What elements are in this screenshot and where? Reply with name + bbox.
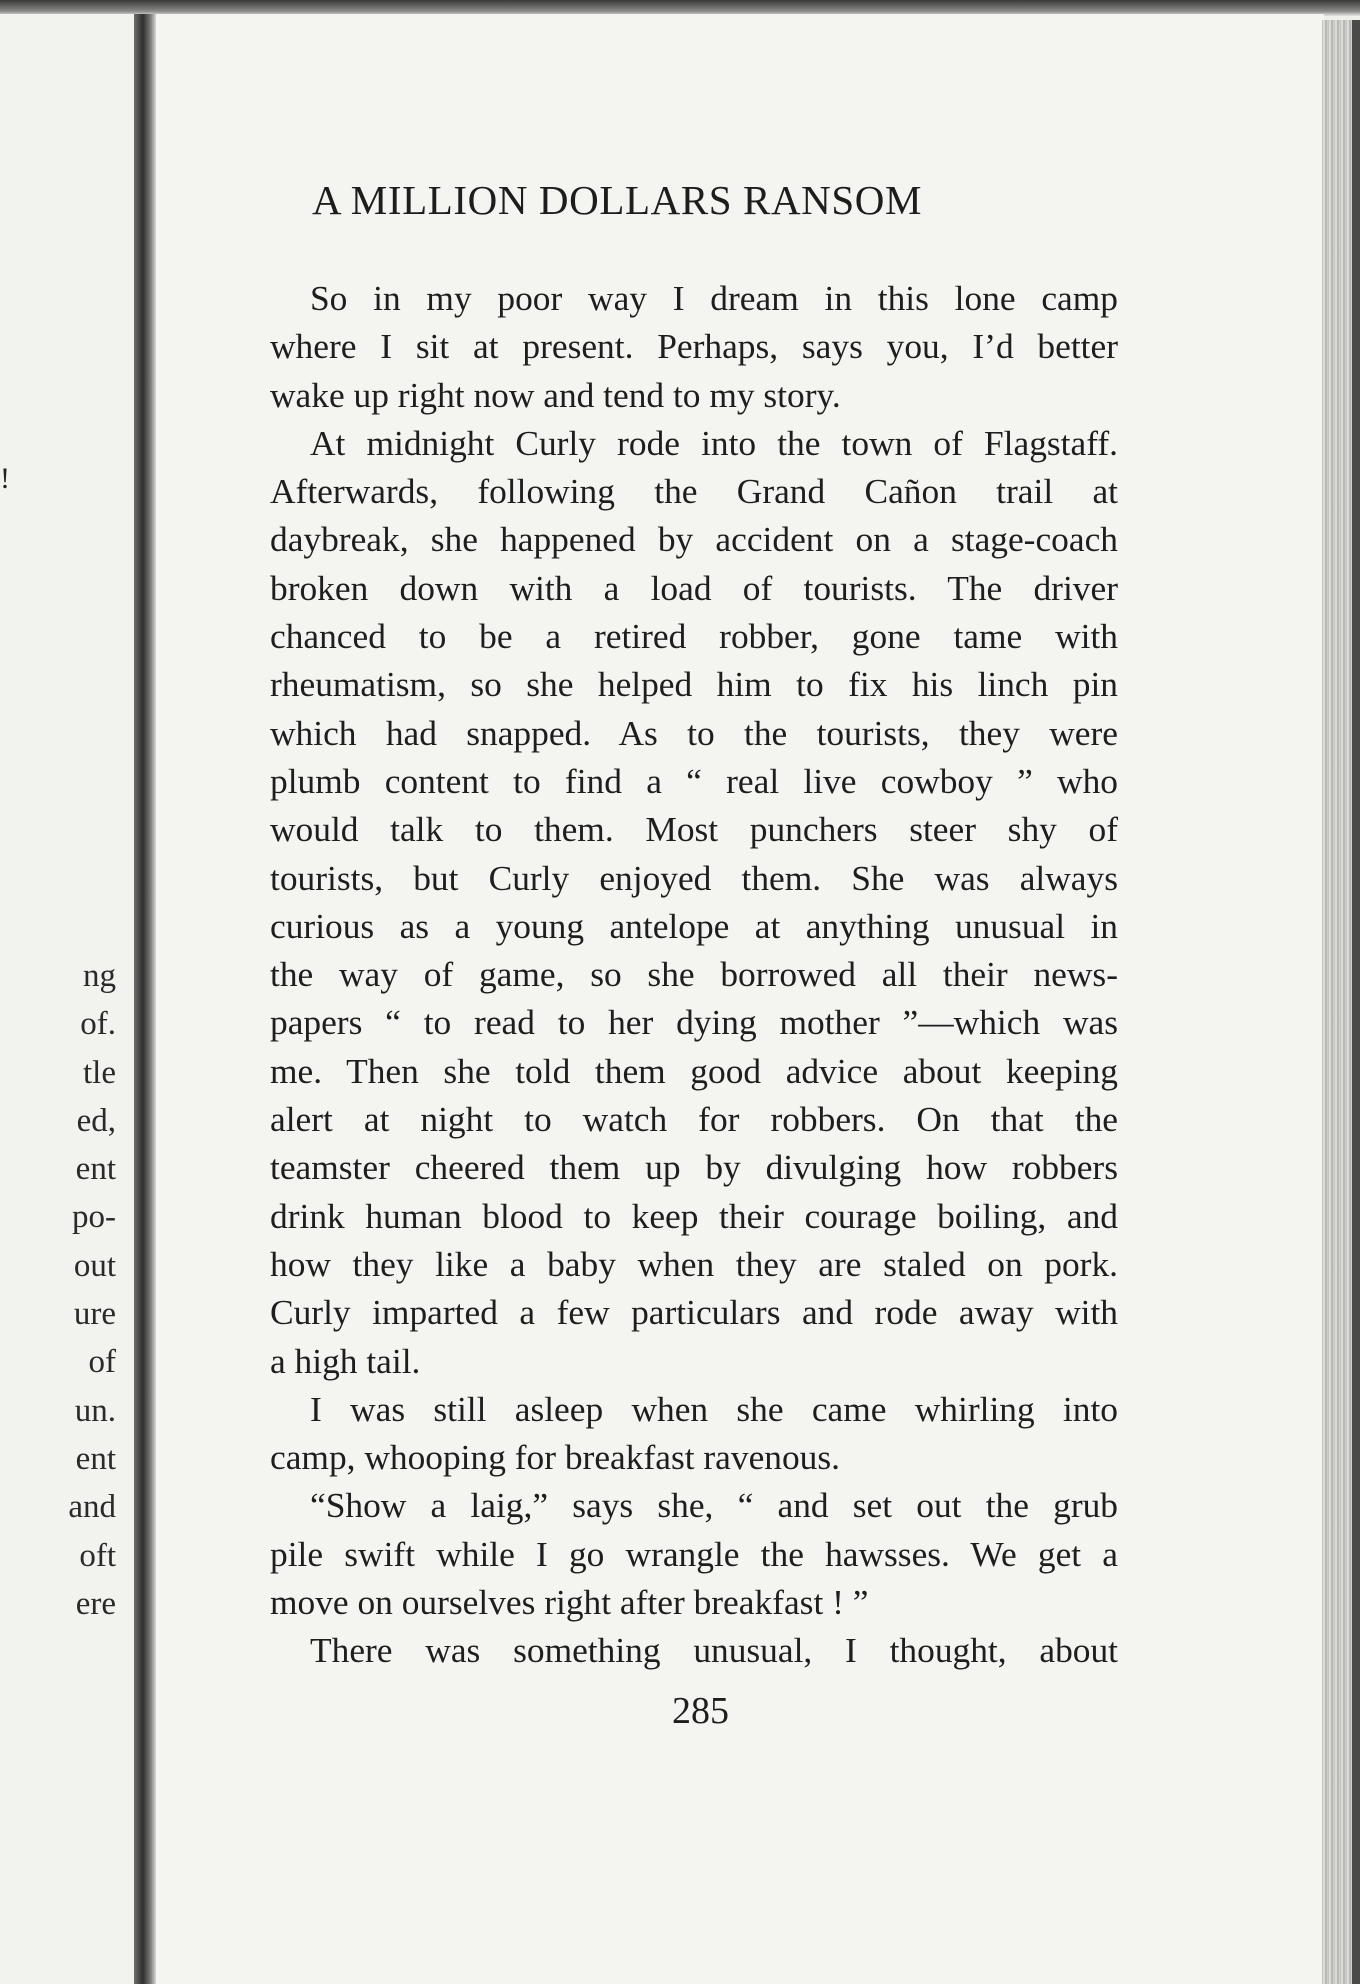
text-line: where I sit at present. Perhaps, says you, I’d better <box>270 326 1118 367</box>
left-fragment: un. <box>74 1392 116 1429</box>
text-line: plumb content to find a “ real live cowboy ” who <box>270 760 1118 801</box>
text-line: Afterwards, following the Grand Cañon trail at <box>270 471 1118 512</box>
left-page-fragments <box>0 952 116 1628</box>
left-fragment: ent <box>75 1151 116 1188</box>
text-line: “Show a laig,” says she, “ and set out the grub <box>310 1485 1118 1526</box>
page-number: 285 <box>672 1690 729 1732</box>
text-line: drink human blood to keep their courage boiling, and <box>270 1195 1118 1236</box>
text-line: broken down with a load of tourists. The driver <box>270 567 1118 608</box>
text-line: a high tail. <box>270 1340 421 1381</box>
text-line: Curly imparted a few particulars and rode away with <box>270 1292 1118 1333</box>
text-line: So in my poor way I dream in this lone camp <box>310 278 1118 318</box>
left-fragment: ure <box>73 1296 116 1333</box>
text-line: the way of game, so she borrowed all their news- <box>270 954 1118 995</box>
text-line: alert at night to watch for robbers. On that the <box>270 1099 1118 1140</box>
text-line: how they like a baby when they are staled on pork. <box>270 1243 1118 1284</box>
text-line: wake up right now and tend to my story. <box>270 374 841 415</box>
left-fragment: of. <box>80 1006 116 1043</box>
text-line: There was something unusual, I thought, about <box>310 1630 1118 1671</box>
left-fragment: ed, <box>76 1102 116 1139</box>
text-line: curious as a young antelope at anything unusual in <box>270 905 1118 946</box>
left-fragment: out <box>73 1247 116 1284</box>
text-line: tourists, but Curly enjoyed them. She was always <box>270 857 1118 898</box>
left-page <box>0 14 138 1984</box>
left-fragment: and <box>68 1489 116 1526</box>
running-head: A MILLION DOLLARS RANSOM <box>312 177 923 223</box>
text-line: me. Then she told them good advice about keeping <box>270 1050 1118 1091</box>
left-fragment: ere <box>75 1585 116 1622</box>
text-line: move on ourselves right after breakfast ! ” <box>270 1582 869 1623</box>
left-fragment: tle <box>83 1054 116 1091</box>
left-page-mark: ! <box>0 462 10 495</box>
left-fragment: oft <box>79 1537 116 1574</box>
left-fragment: ent <box>75 1440 116 1477</box>
text-line: pile swift while I go wrangle the hawsses. We get a <box>270 1533 1118 1574</box>
text-line: At midnight Curly rode into the town of Flagstaff. <box>310 422 1118 463</box>
text-line: rheumatism, so she helped him to fix his linch pin <box>270 664 1118 705</box>
text-line: daybreak, she happened by accident on a stage-coach <box>270 519 1118 560</box>
left-fragment: po- <box>72 1199 116 1236</box>
book-gutter <box>134 14 156 1984</box>
text-line: chanced to be a retired robber, gone tame with <box>270 616 1118 657</box>
left-fragment: ng <box>83 958 116 994</box>
text-line: camp, whooping for breakfast ravenous. <box>270 1437 840 1478</box>
scan-right-border <box>1352 20 1360 1984</box>
left-fragment: of <box>88 1344 116 1381</box>
text-line: would talk to them. Most punchers steer shy of <box>270 809 1118 850</box>
text-line: papers “ to read to her dying mother ”—which was <box>270 1002 1118 1043</box>
text-line: which had snapped. As to the tourists, they were <box>270 712 1118 753</box>
body-text <box>270 274 1118 1675</box>
text-line: teamster cheered them up by divulging how robbers <box>270 1147 1118 1188</box>
text-line: I was still asleep when she came whirling into <box>310 1388 1118 1429</box>
